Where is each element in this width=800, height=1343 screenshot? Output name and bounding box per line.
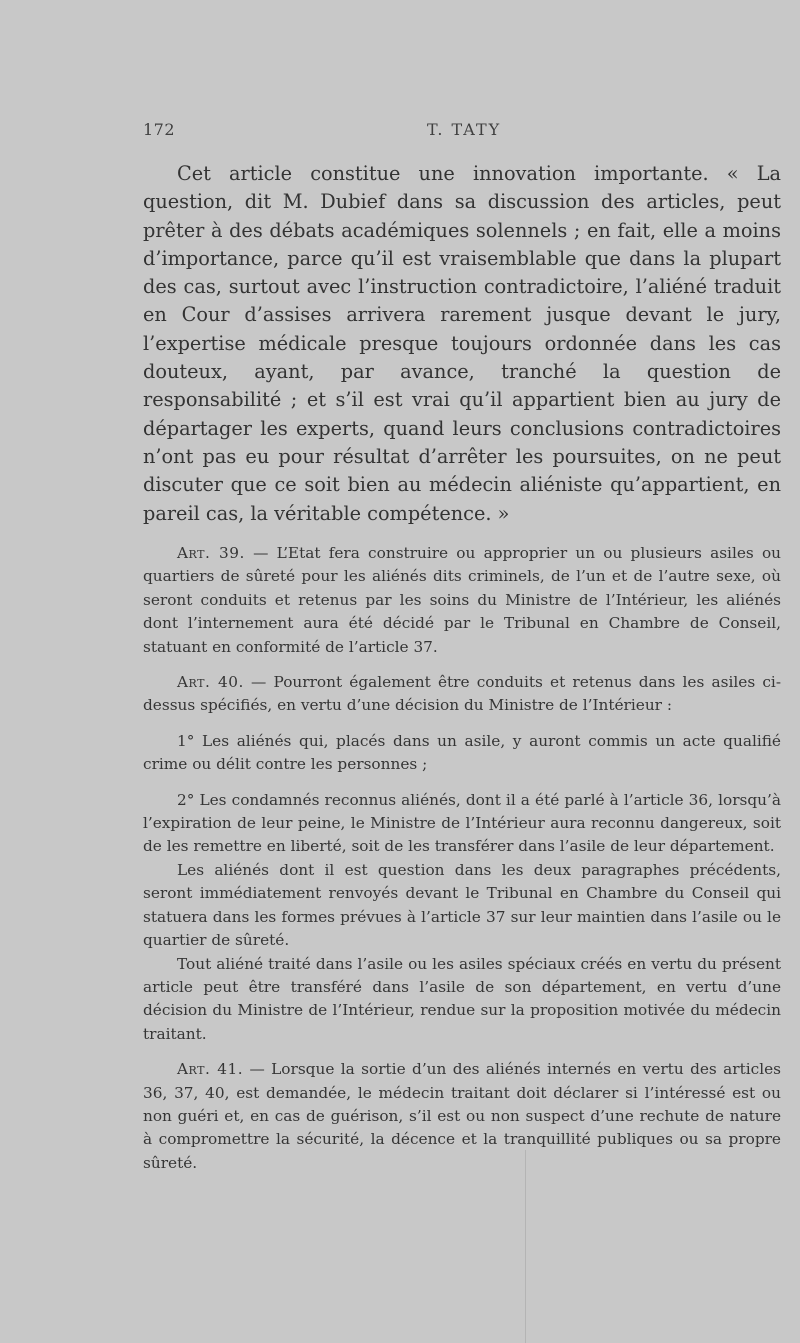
- article-41-text: — Lorsque la sortie d’un des aliénés internés en vertu des articles 36, 37, 40, est demandée, le médecin traitant doit déclarer si l’intéressé est ou non guéri et, en cas de guérison, s’il est ou non suspect d’une rechute de nature à compromettre la sécurité, la décence et la tranquillité publiques ou sa propre sûreté.: [143, 1060, 781, 1172]
- page-header: [143, 120, 781, 144]
- article-39-text: — L’Etat fera construire ou approprier un ou plusieurs asiles ou quartiers de sûreté pour les aliénés dits criminels, de l’un et de l’autre sexe, où seront conduits et retenus par les soins du Ministre de l’Intérieur, les aliénés dont l’internement aura été décidé par le Tribunal en Chambre de Conseil, statuant en conformité de l’article 37.: [143, 544, 782, 656]
- article-39-label: Art. 39.: [177, 544, 245, 562]
- article-40-item-1: 1° Les aliénés qui, placés dans un asile, y auront commis un acte qualifié crime ou délit contre les personnes ;: [143, 731, 781, 774]
- paragraph-renvoyes: Les aliénés dont il est question dans les deux paragraphes précédents, seront immédiatement renvoyés devant le Tribunal en Chambre du Conseil qui statuera dans les formes prévues à l’article 37 sur leur maintien dans l’asile ou le quartier de sûreté.: [143, 860, 781, 950]
- page-number: 172: [143, 120, 176, 139]
- article-40: [143, 671, 781, 718]
- quote-section: [143, 160, 781, 528]
- page-crease: [525, 1150, 526, 1343]
- quote-paragraph: Cet article constitue une innovation importante. « La question, dit M. Dubief dans sa discussion des articles, peut prêter à des débats académiques solennels ; en fait, elle a moins d’importance, parce qu’il est vraisemblable que dans la plupart des cas, surtout avec l’instruction contradictoire, l’aliéné traduit en Cour d’assises arrivera rarement jusque devant le jury, l’expertise médicale presque toujours ordonnée dans les cas douteux, ayant, par avance, tranché la question de responsabilité ; et s’il est vrai qu’il appartient bien au jury de départager les experts, quand leurs conclusions contradictoires n’ont pas eu pour résultat d’arrêter les poursuites, on ne peut discuter que ce soit bien au médecin aliéniste qu’appartient, en pareil cas, la véritable compétence. »: [143, 162, 781, 525]
- article-40-label: Art. 40.: [177, 673, 244, 692]
- article-40-item-2: 2° Les condamnés reconnus aliénés, dont il a été parlé à l’article 36, lorsqu’à l’expiration de leur peine, le Ministre de l’Intérieur aura reconnu dangereux, soit de les remettre en liberté, soit de les transférer dans l’asile de leur département.: [143, 790, 781, 856]
- article-41-label: Art. 41.: [177, 1060, 244, 1079]
- article-39: [143, 542, 781, 659]
- article-40-text: — Pourront également être conduits et retenus dans les asiles ci-dessus spécifiés, en vertu d’une décision du Ministre de l’Intérieur :: [143, 673, 781, 715]
- running-head: T. TATY: [427, 120, 502, 139]
- article-41: [143, 1058, 781, 1175]
- articles-section: [143, 542, 781, 1175]
- paragraph-transfert: Tout aliéné traité dans l’asile ou les asiles spéciaux créés en vertu du présent article peut être transféré dans l’asile de son département, en vertu d’une décision du Ministre de l’Intérieur, rendue sur la proposition motivée du médecin traitant.: [143, 954, 781, 1043]
